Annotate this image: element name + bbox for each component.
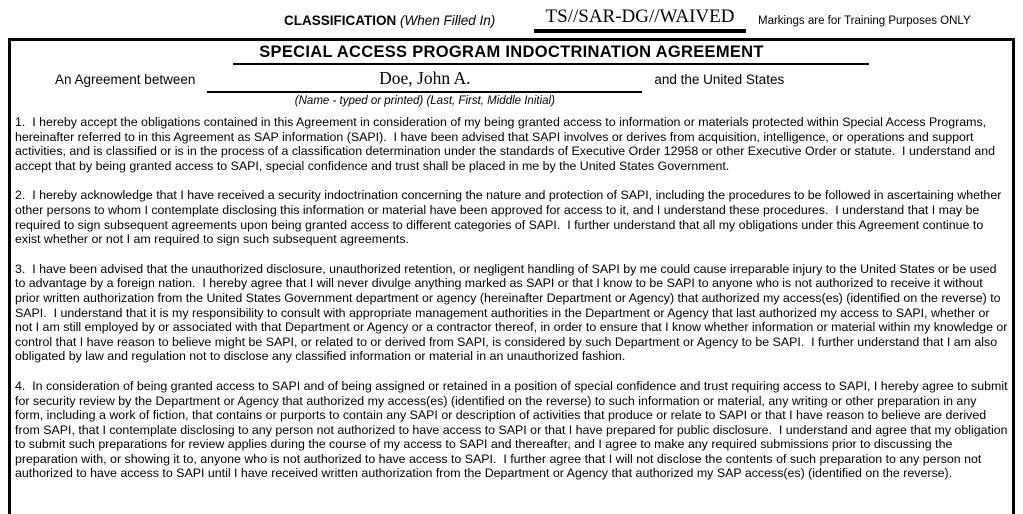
- agreement-form-box: [8, 38, 1015, 514]
- form-title: SPECIAL ACCESS PROGRAM INDOCTRINATION AGREEMENT: [259, 43, 764, 61]
- classification-qualifier: (When Filled In): [400, 13, 496, 28]
- classification-label-group: [284, 13, 495, 28]
- agreement-parties-row: [55, 68, 1012, 107]
- name-field[interactable]: Doe, John A.: [207, 68, 642, 93]
- united-states-label: and the United States: [654, 72, 785, 87]
- training-purposes-notice: Markings are for Training Purposes ONLY: [758, 15, 971, 27]
- agreement-paragraph-3: 3. I have been advised that the unauthorized disclosure, unauthorized retention, or negligent handling of SAPI by me could cause irreparable injury to the United States or be used to advantage by a foreign nation. I hereby agree that I will never divulge anything marked as SAPI or that I know to be SAPI to anyone who is not authorized to receive it without prior written authorization from the United States Government department or agency (hereinafter Department or Agency) that authorized my access(es) (identified on the reverse) to SAPI. I understand that it is my responsibility to consult with appropriate management authorities in the Department or Agency that last authorized my access to SAPI, whether or not I am still employed by or associated with that Department or Agency or a contractor thereof, in order to ensure that I know whether information or material within my knowledge or control that I have reason to believe might be SAPI, or related to or derived from SAPI, is considered by such Department or Agency to be SAPI. I further understand that I am also obligated by law and regulation not to disclose any classified information or material in an unauthorized fashion.: [15, 261, 1011, 364]
- name-field-caption: (Name - typed or printed) (Last, First, Middle Initial): [294, 95, 555, 107]
- title-underline-rule: [233, 63, 869, 65]
- agreement-paragraph-1: 1. I hereby accept the obligations contained in this Agreement in consideration of my being granted access to information or materials protected within Special Access Programs, hereinafter referred to in this Agreement as SAP information (SAPI). I have been advised that SAPI involves or derives from acquisition, intelligence, or operations and support activities, and is classified or is in the process of a classification determination under the standards of Executive Order 12958 or other Executive Order or statute. I understand and accept that by being granted access to SAPI, special confidence and trust shall be placed in me by the United States Government.: [15, 115, 999, 173]
- agreement-paragraph-2: 2. I hereby acknowledge that I have received a security indoctrination concerning the nature and protection of SAPI, including the procedures to be followed in ascertaining whether other persons to whom I contemplate disclosing this information or material have been approved for access to it, and I understand these procedures. I understand that I may be required to sign subsequent agreements upon being granted access to different categories of SAPI. I further understand that all my obligations under this Agreement continue to exist whether or not I am required to sign such subsequent agreements.: [15, 188, 1005, 247]
- agreement-paragraph-4: 4. In consideration of being granted access to SAPI and of being assigned or retained in a position of special confidence and trust requiring access to SAPI, I hereby agree to submit for security review by the Department or Agency that authorized my access(es) (identified on the reverse) to such information or material, any writing or other preparation in any form, including a work of fiction, that contains or purports to contain any SAPI or description of activities that produce or relate to SAPI or that I have reason to believe are derived from SAPI, that I contemplate disclosing to any person not authorized to have access to SAPI or that I have prepared for public disclosure. I understand and agree that my obligation to submit such preparations for review applies during the course of my access to SAPI and thereafter, and I agree to make any required submissions prior to discussing the preparation with, or showing it to, anyone who is not authorized to have access to SAPI. I further agree that I will not disclose the contents of such preparation to any person not authorized to have access to SAPI until I have received written authorization from the Department or Agency that authorized my SAP access(es) (identified on the reverse).: [15, 378, 1011, 481]
- agreement-paragraphs: [15, 115, 1011, 481]
- classification-label: CLASSIFICATION: [284, 13, 397, 28]
- classification-value-field[interactable]: TS//SAR-DG//WAIVED: [534, 6, 746, 33]
- classification-strip: [0, 0, 1023, 38]
- form-title-row: [11, 43, 1012, 65]
- agreement-between-label: An Agreement between: [55, 72, 196, 87]
- name-column: [207, 68, 642, 107]
